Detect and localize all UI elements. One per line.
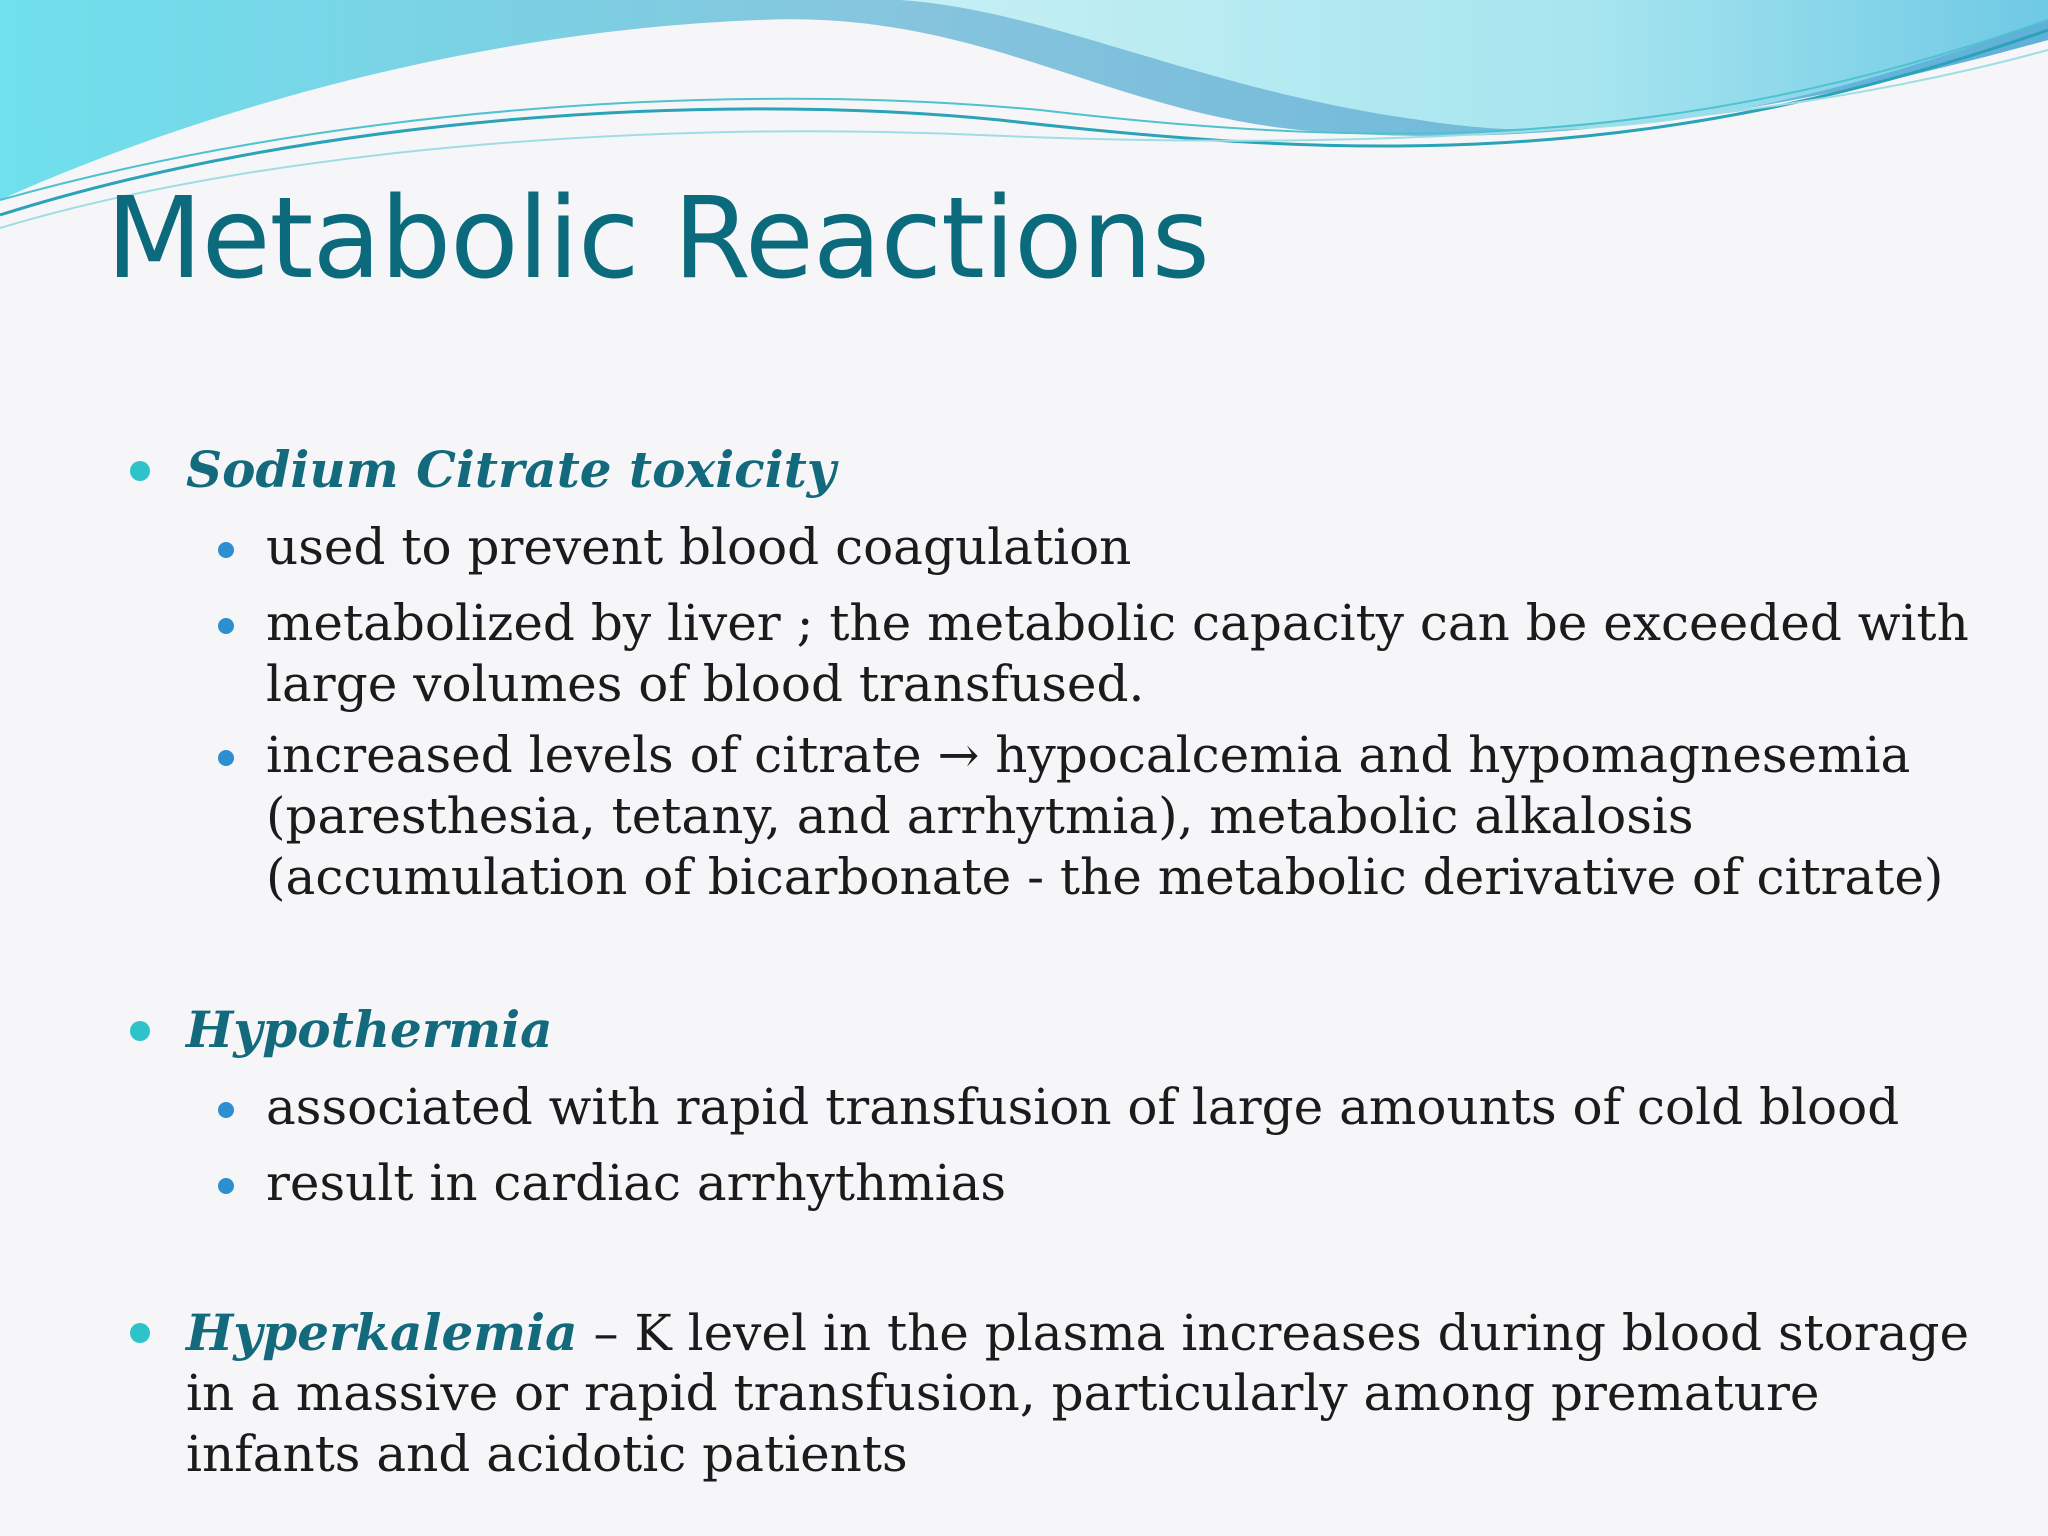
slide-title: Metabolic Reactions — [106, 174, 1209, 304]
sub-bullet-icon — [218, 1102, 234, 1118]
bullet-icon — [130, 461, 150, 481]
section-heading-sodium-citrate: Sodium Citrate toxicity — [186, 440, 836, 499]
sub-bullet-icon — [218, 618, 234, 634]
sub-bullet-icon — [218, 542, 234, 558]
bullet-text-line: metabolized by liver ; the metabolic capacity can be exceeded with — [266, 594, 1969, 652]
sub-bullet-icon — [218, 750, 234, 766]
hyperkalemia-line-2: in a massive or rapid transfusion, particularly among premature — [186, 1364, 1820, 1422]
bullet-text: associated with rapid transfusion of large amounts of cold blood — [266, 1078, 1900, 1136]
bullet-icon — [130, 1021, 150, 1041]
hyperkalemia-line-1 — [186, 1302, 1969, 1364]
section-heading-hyperkalemia: Hyperkalemia — [186, 1303, 578, 1362]
bullet-text-line: (paresthesia, tetany, and arrhytmia), metabolic alkalosis — [266, 787, 1694, 845]
bullet-text: result in cardiac arrhythmias — [266, 1154, 1007, 1212]
bullet-text: used to prevent blood coagulation — [266, 518, 1132, 576]
bullet-text-line: (accumulation of bicarbonate - the metabolic derivative of citrate) — [266, 848, 1944, 906]
bullet-text-line: large volumes of blood transfused. — [266, 655, 1145, 713]
bullet-icon — [130, 1323, 150, 1343]
section-heading-hypothermia: Hypothermia — [186, 1000, 553, 1059]
sub-bullet-icon — [218, 1178, 234, 1194]
hyperkalemia-line-3: infants and acidotic patients — [186, 1425, 908, 1483]
bullet-text-line: increased levels of citrate → hypocalcemia and hypomagnesemia — [266, 726, 1911, 784]
hyperkalemia-text: – K level in the plasma increases during blood storage — [577, 1304, 1970, 1362]
